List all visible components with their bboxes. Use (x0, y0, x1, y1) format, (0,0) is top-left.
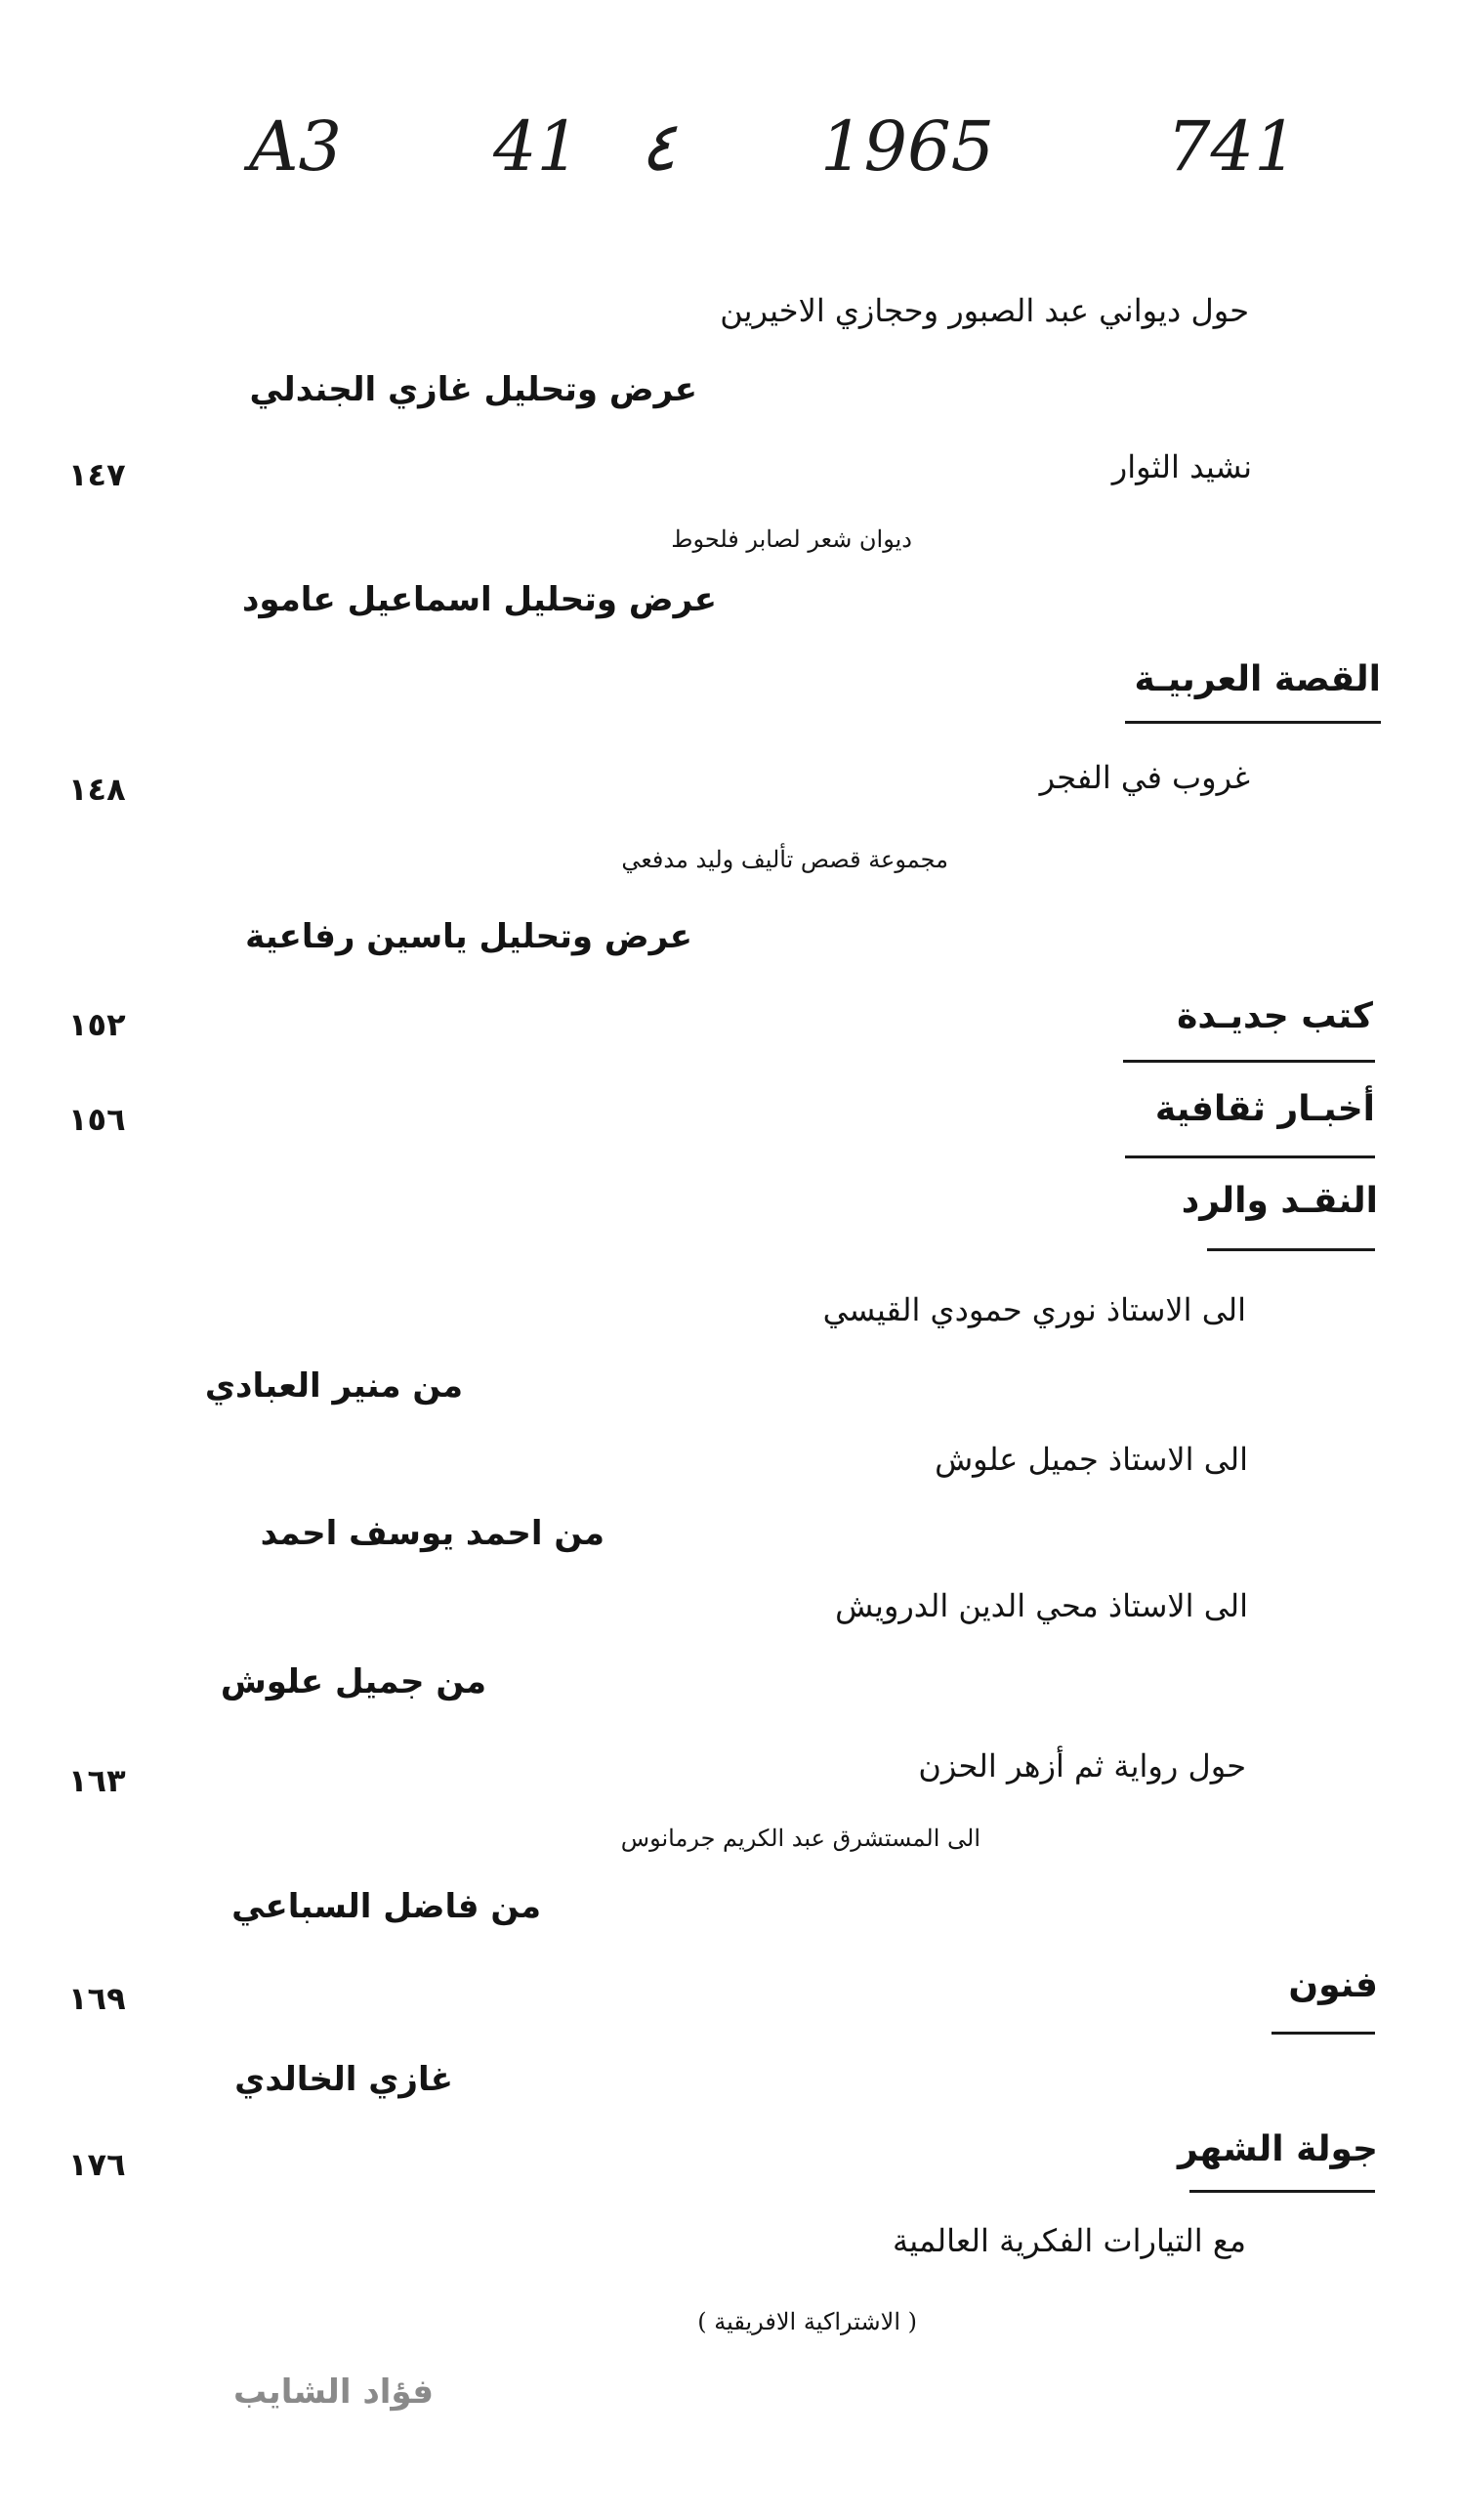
entry-author: عرض وتحليل اسماعيل عامود (241, 580, 717, 619)
page-number: ١٧٦ (68, 2146, 126, 2183)
entry-author: فؤاد الشايب (232, 2373, 434, 2412)
section-underline (1125, 1155, 1375, 1158)
entry-title: حول رواية ثم أزهر الحزن (918, 1747, 1246, 1785)
section-underline (1207, 1248, 1375, 1251)
section-heading: أخبـار ثقافية (1154, 1089, 1375, 1129)
entry-author: من منير العبادي (204, 1366, 463, 1406)
entry-subtitle: مجموعة قصص تأليف وليد مدفعي (621, 846, 948, 873)
section-heading: النقـد والرد (1181, 1181, 1378, 1221)
entry-title: الى الاستاذ محي الدين الدرويش (835, 1587, 1248, 1624)
page-number: ١٥٢ (68, 1006, 126, 1043)
section-underline (1123, 1060, 1375, 1063)
section-heading: القصة العربيـة (1134, 659, 1381, 699)
section-underline (1125, 721, 1381, 724)
section-underline (1271, 2032, 1375, 2035)
entry-title: الى الاستاذ نوري حمودي القيسي (822, 1291, 1246, 1328)
entry-author: من احمد يوسف احمد (260, 1514, 604, 1553)
entry-author: من فاضل السباعي (231, 1887, 541, 1926)
page-number: ١٤٨ (68, 771, 126, 808)
entry-author: غازي الخالدي (234, 2060, 453, 2099)
page-number: ١٦٣ (68, 1762, 126, 1799)
handwritten-volume: 41 (493, 106, 581, 187)
entry-author: من جميل علوش (220, 1662, 486, 1701)
entry-title: نشيد الثوار (1111, 448, 1252, 485)
entry-title: حول ديواني عبد الصبور وحجازي الاخيرين (720, 292, 1249, 329)
section-heading: فنون (1288, 1965, 1378, 2005)
entry-title: مع التيارات الفكرية العالمية (893, 2222, 1246, 2259)
page-number: ١٦٩ (68, 1980, 126, 2017)
entry-subtitle: ( الاشتراكية الافريقية ) (697, 2308, 917, 2335)
section-heading: جولة الشهر (1177, 2129, 1378, 2169)
page-number: ١٤٧ (68, 456, 126, 493)
handwritten-year: 1965 (820, 106, 995, 187)
entry-author: عرض وتحليل ياسين رفاعية (245, 917, 692, 956)
entry-subtitle: ديوان شعر لصابر فلحوط (671, 525, 912, 553)
handwritten-code: A3 (249, 106, 343, 187)
handwritten-number: 741 (1167, 106, 1298, 187)
section-underline (1189, 2190, 1375, 2193)
entry-author: عرض وتحليل غازي الجندلي (249, 370, 697, 409)
handwritten-month: ٤ (640, 106, 677, 187)
entry-title: الى الاستاذ جميل علوش (935, 1441, 1248, 1478)
section-heading: كتب جديـدة (1177, 996, 1373, 1036)
page-number: ١٥٦ (68, 1101, 126, 1138)
entry-title: غروب في الفجر (1039, 759, 1250, 796)
entry-subtitle: الى المستشرق عبد الكريم جرمانوس (620, 1825, 980, 1852)
